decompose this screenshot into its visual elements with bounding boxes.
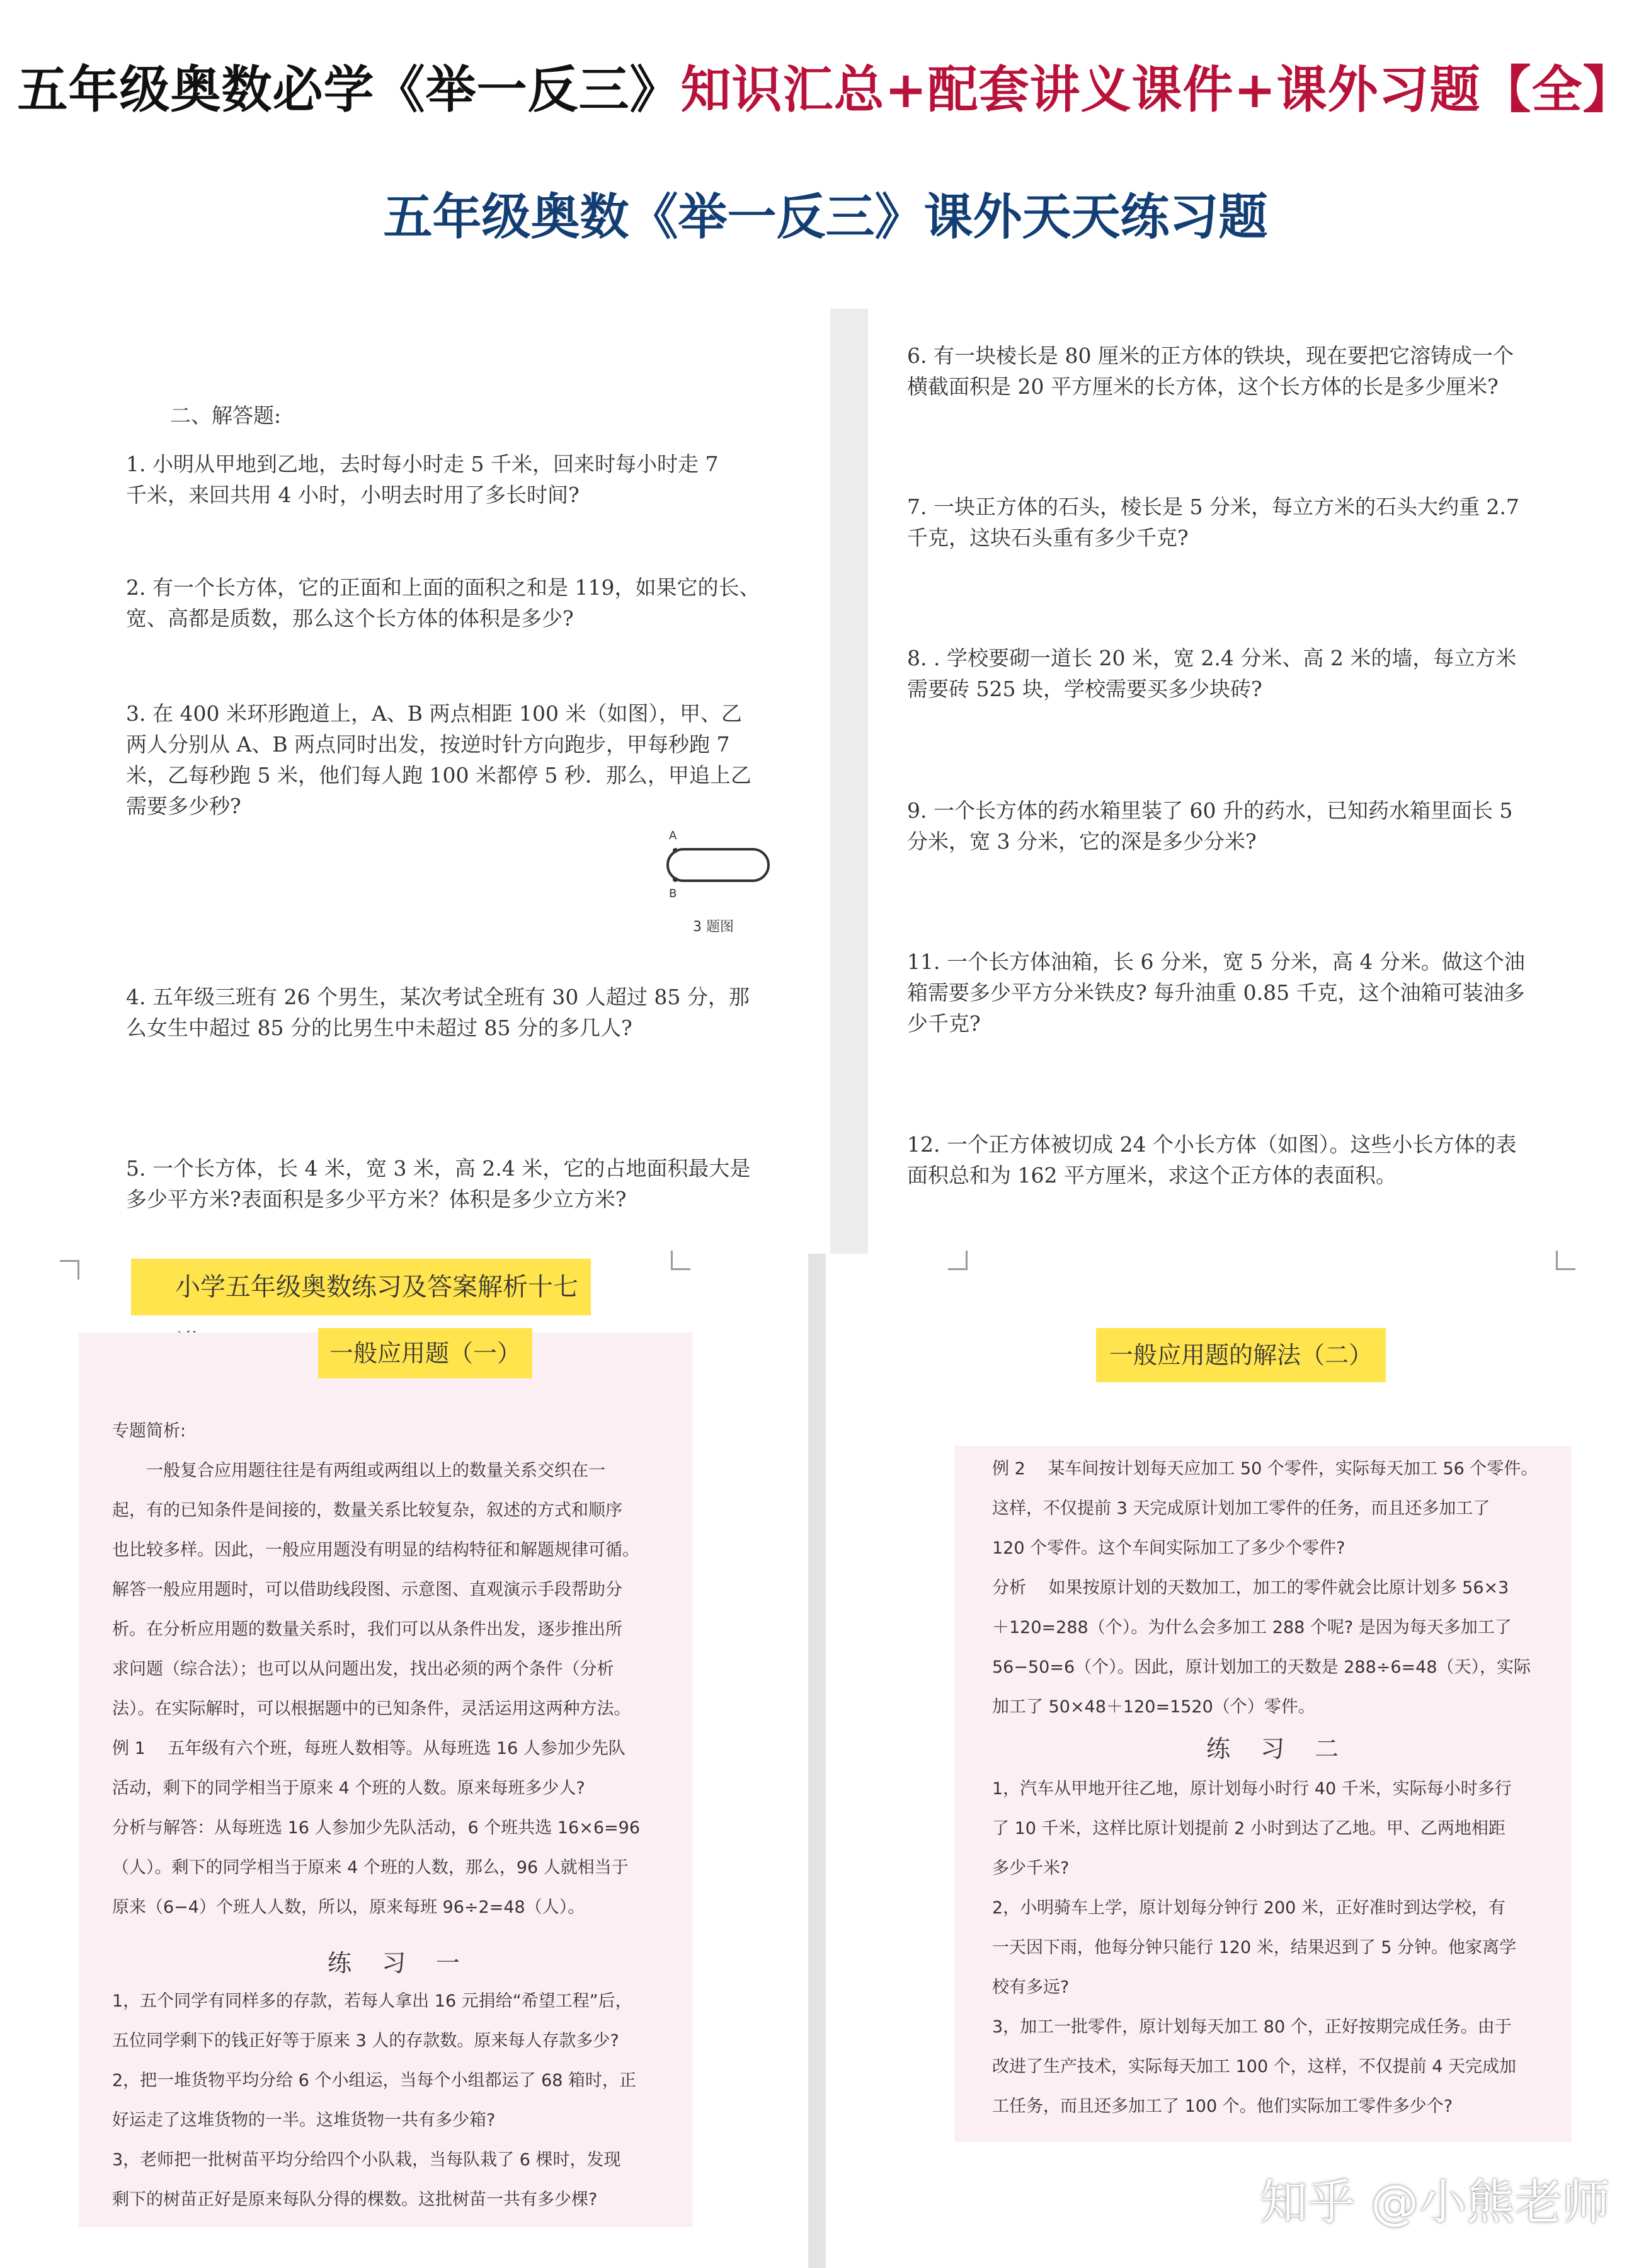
question-line: 么女生中超过 85 分的比男生中未超过 85 分的多几人? (126, 1016, 632, 1040)
practice-title-left: 练 习 一 (328, 1949, 472, 1977)
crop-mark (671, 1251, 690, 1270)
body-line: 起，有的已知条件是间接的，数量关系比较复杂，叙述的方式和顺序 (112, 1501, 622, 1520)
body-line: 例 1 五年级有六个班，每班人数相等。从每班选 16 人参加少先队 (112, 1739, 626, 1758)
question-line: 需要多少秒? (126, 794, 241, 818)
label-a: A (669, 829, 677, 842)
question-line: 12. 一个正方体被切成 24 个小长方体（如图）。这些小长方体的表 (907, 1132, 1517, 1157)
question-line: 多少平方米?表面积是多少平方米？体积是多少立方米? (126, 1187, 627, 1211)
question-line: 分米，宽 3 分米，它的深是多少分米? (907, 829, 1257, 854)
body-line: 活动，剩下的同学相当于原来 4 个班的人数。原来每班多少人? (112, 1778, 585, 1798)
track-figure (655, 825, 781, 939)
question-line: 11. 一个长方体油箱，长 6 分米，宽 5 分米，高 4 分米。做这个油 (907, 949, 1525, 974)
crop-mark (948, 1251, 968, 1270)
question-line: 横截面积是 20 平方厘米的长方体，这个长方体的长是多少厘米? (907, 374, 1499, 399)
body-line: 一般复合应用题往往是有两组或两组以上的数量关系交织在一 (112, 1461, 605, 1480)
practice-line: 好运走了这堆货物的一半。这堆货物一共有多少箱? (112, 2110, 496, 2130)
body-line: 56−50=6（个）。因此，原计划加工的天数是 288÷6=48（天），实际 (992, 1658, 1531, 1677)
question-line: 8. . 学校要砌一道长 20 米，宽 2.4 分米、高 2 米的墙，每立方米 (907, 646, 1517, 670)
question-line: 1. 小明从甲地到乙地，去时每小时走 5 千米，回来时每小时走 7 (126, 452, 719, 476)
body-line: 法）。在实际解时，可以根据题中的已知条件，灵活运用这两种方法。 (112, 1699, 631, 1719)
question-line: 两人分别从 A、B 两点同时出发，按逆时针方向跑步，甲每秒跑 7 (126, 732, 730, 757)
body-line: 专题简析: (112, 1421, 186, 1441)
body-line: 解答一般应用题时，可以借助线段图、示意图、直观演示手段帮助分 (112, 1580, 622, 1600)
main-title-red: 知识汇总+配套讲义课件+课外习题【全】 (680, 60, 1634, 119)
practice-line: 校有多远? (992, 1978, 1070, 1997)
question-line: 2. 有一个长方体，它的正面和上面的面积之和是 119，如果它的长、 (126, 575, 760, 600)
body-line: 这样，不仅提前 3 天完成原计划加工零件的任务，而且还多加工了 (992, 1499, 1490, 1518)
body-line: 分析与解答：从每班选 16 人参加少先队活动，6 个班共选 16×6=96 (112, 1818, 641, 1838)
section-title-right: 一般应用题的解法（二） (1109, 1341, 1373, 1369)
practice-line: 一天因下雨，他每分钟只能行 120 米，结果迟到了 5 分钟。他家离学 (992, 1938, 1517, 1957)
question-line: 3. 在 400 米环形跑道上，A、B 两点相距 100 米（如图），甲、乙 (126, 701, 742, 726)
question-line: 米，乙每秒跑 5 米，他们每人跑 100 米都停 5 秒．那么，甲追上乙 (126, 763, 751, 788)
subtitle: 五年级奥数《举一反三》课外天天练习题 (383, 188, 1268, 246)
practice-line: 2，小明骑车上学，原计划每分钟行 200 米，正好准时到达学校，有 (992, 1898, 1505, 1918)
practice-line: 改进了生产技术，实际每天加工 100 个，这样，不仅提前 4 天完成加 (992, 2057, 1517, 2076)
question-line: 面积总和为 162 平方厘米，求这个正方体的表面积。 (907, 1163, 1397, 1188)
practice-line: 了 10 千米，这样比原计划提前 2 小时到达了乙地。甲、乙两地相距 (992, 1819, 1505, 1838)
crop-mark (1556, 1251, 1575, 1270)
body-line: 求问题（综合法）；也可以从问题出发，找出必须的两个条件（分析 (112, 1659, 614, 1679)
question-line: 宽、高都是质数，那么这个长方体的体积是多少? (126, 606, 574, 631)
question-line: 箱需要多少平方分米铁皮? 每升油重 0.85 千克，这个油箱可装油多 (907, 980, 1525, 1005)
practice-line: 1，五个同学有同样多的存款，若每人拿出 16 元捐给“希望工程”后， (112, 1991, 632, 2011)
question-line: 少千克? (907, 1011, 981, 1036)
body-line: （人）。剩下的同学相当于原来 4 个班的人数，那么，96 人就相当于 (112, 1858, 629, 1877)
practice-line: 1，汽车从甲地开往乙地，原计划每小时行 40 千米，实际每小时多行 (992, 1779, 1512, 1799)
body-line: 析。在分析应用题的数量关系时，我们可以从条件出发，逐步推出所 (112, 1620, 622, 1639)
section-title-box-right (1096, 1328, 1386, 1382)
body-line: 加工了 50×48＋120=1520（个）零件。 (992, 1697, 1315, 1717)
figure-caption: 3 题图 (693, 919, 734, 935)
watermark: 知乎 @小熊老师 (1260, 2174, 1611, 2230)
section-title-left: 一般应用题（一） (329, 1339, 521, 1367)
body-line: 例 2 某车间按计划每天应加工 50 个零件，实际每天加工 56 个零件。 (992, 1459, 1538, 1479)
question-line: 需要砖 525 块，学校需要买多少块砖? (907, 677, 1262, 701)
body-line: 也比较多样。因此，一般应用题没有明显的结构特征和解题规律可循。 (112, 1540, 639, 1560)
main-title-black: 五年级奥数必学《举一反三》 (17, 60, 681, 119)
question-line: 4. 五年级三班有 26 个男生，某次考试全班有 30 人超过 85 分，那 (126, 985, 750, 1009)
practice-line: 多少千米? (992, 1858, 1070, 1878)
practice-line: 工任务，而且还多加工了 100 个。他们实际加工零件多少个? (992, 2097, 1453, 2116)
top-right-page (869, 309, 1594, 1247)
question-line: 6. 有一块棱长是 80 厘米的正方体的铁块，现在要把它溶铸成一个 (907, 343, 1514, 368)
main-title (0, 49, 1651, 122)
practice-line: 五位同学剩下的钱正好等于原来 3 人的存款数。原来每人存款多少? (112, 2031, 619, 2051)
practice-line: 3，老师把一批树苗平均分给四个小队栽，当每队栽了 6 棵时，发现 (112, 2150, 621, 2170)
question-line: 9. 一个长方体的药水箱里装了 60 升的药水，已知药水箱里面长 5 (907, 798, 1513, 823)
body-line: 分析 如果按原计划的天数加工，加工的零件就会比原计划多 56×3 (992, 1578, 1509, 1598)
question-line: 5. 一个长方体，长 4 米，宽 3 米，高 2.4 米，它的占地面积最大是 (126, 1156, 751, 1181)
track-oval (668, 849, 768, 881)
practice-line: 2，把一堆货物平均分给 6 个小组运，当每个小组都运了 68 箱时，正 (112, 2071, 637, 2090)
practice-line: 3，加工一批零件，原计划每天加工 80 个，正好按期完成任务。由于 (992, 2017, 1512, 2037)
label-b: B (669, 887, 677, 900)
point-b (673, 877, 678, 882)
practice-line: 剩下的树苗正好是原来每队分得的棵数。这批树苗一共有多少棵? (112, 2190, 598, 2209)
question-line: 千克，这块石头重有多少千克? (907, 525, 1189, 550)
section-heading: 二、解答题: (170, 403, 282, 428)
body-line: 原来（6−4）个班人人数，所以，原来每班 96÷2=48（人）。 (112, 1898, 585, 1917)
practice-title-right: 练 习 二 (1206, 1735, 1351, 1763)
question-line: 千米，来回共用 4 小时，小明去时用了多长时间? (126, 483, 580, 507)
question-line: 7. 一块正方体的石头，棱长是 5 分米，每立方米的石头大约重 2.7 (907, 495, 1519, 519)
page-divider-bottom (808, 1254, 826, 2268)
body-line: ＋120=288（个）。为什么会多加工 288 个呢? 是因为每天多加工了 (992, 1618, 1512, 1637)
body-line: 120 个零件。这个车间实际加工了多少个零件? (992, 1538, 1345, 1558)
section-title-box-left (318, 1328, 532, 1378)
doc-title-box (131, 1259, 591, 1315)
doc-title: 小学五年级奥数练习及答案解析十七 (175, 1273, 578, 1302)
crop-mark (60, 1260, 79, 1280)
point-a (673, 848, 678, 853)
page-divider-top (830, 309, 868, 1254)
